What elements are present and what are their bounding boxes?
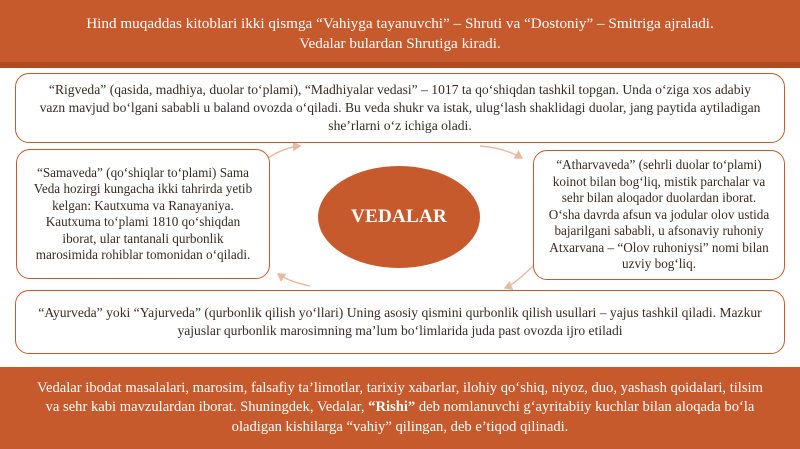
footer-banner <box>0 367 800 449</box>
arrow-bottom-to-left <box>278 274 310 286</box>
node-samaveda <box>16 149 270 279</box>
node-ayurveda <box>15 290 785 354</box>
center-circle <box>318 166 480 268</box>
node-atharvaveda-text: “Atharvaveda” (sehrli duolar to‘plami) koinot bilan bog‘liq, mistik parchalar va sehr bilan aloqador duolardan iborat. O‘sha davrda afsun va jodular olov ustida bajarilgani sababli, u afsonaviy ruhoniy Atxarvana – “Olov ruhoniysi” nomi bilan uzviy bog‘liq. <box>548 157 770 272</box>
center-label: VEDALAR <box>350 206 448 227</box>
header-line-2: Vedalar bulardan Shrutiga kiradi. <box>299 35 501 52</box>
footer-text <box>36 379 764 438</box>
arrow-right-to-bottom <box>505 264 535 288</box>
footer-text-after: deb nomlanuvchi g‘ayritabiiy kuchlar bilan aloqada bo‘la oladigan kishilarga “vahiy” qilingan, deb e’tiqod qilinadi. <box>231 399 755 435</box>
node-rigveda-text: “Rigveda” (qasida, madhiya, duolar to‘plami), “Madhiyalar vedasi” – 1017 ta qo‘shiqdan tashkil topgan. Unda o‘ziga xos adabiy vazn mavjud bo‘lgani sababli u baland ovozda o‘qiladi. Bu veda shukr va istak, ulug‘lash shaklidagi duolar, jang paytida aytiladigan she’rlarni o‘z ichiga oladi. <box>39 82 761 133</box>
node-atharvaveda <box>533 150 785 280</box>
footer-text-before: Vedalar ibodat masalalari, marosim, falsafiy ta’limotlar, tarixiy xabarlar, ilohiy qo‘shiq, niyoz, duo, yashash qoidalari, tilsim va sehr kabi mavzulardan iborat. Shuningdek, Vedalar, <box>37 379 763 416</box>
footer-highlight: “Rishi” <box>368 399 416 416</box>
arrow-top-to-right <box>480 146 522 158</box>
header-line-1: Hind muqaddas kitoblari ikki qismga “Vahiyga tayanuvchi” – Shruti va “Dostoniy” – Smitriga ajraladi. <box>86 15 714 32</box>
node-samaveda-text: “Samaveda” (qo‘shiqlar to‘plami) Sama Veda hozirgi kungacha ikki tahrirda yetib kelgan: Kautxuma va Ranayaniya. Kautxuma to‘plami 1810 qo‘shiqdan iborat, ular tantanali qurbonlik marosimida rohiblar tomonidan o‘qiladi. <box>33 164 253 262</box>
node-rigveda <box>15 73 785 143</box>
arrow-left-to-top <box>268 146 300 158</box>
node-ayurveda-text: “Ayurveda” yoki “Yajurveda” (qurbonlik qilish yo‘llari) Uning asosiy qismini qurbonlik qilish usullari – yajus tashkil qiladi. Mazkur yajuslar qurbonlik marosimning ma’lum bo‘limlarida juda past ovozda ijro etiladi <box>38 305 762 338</box>
